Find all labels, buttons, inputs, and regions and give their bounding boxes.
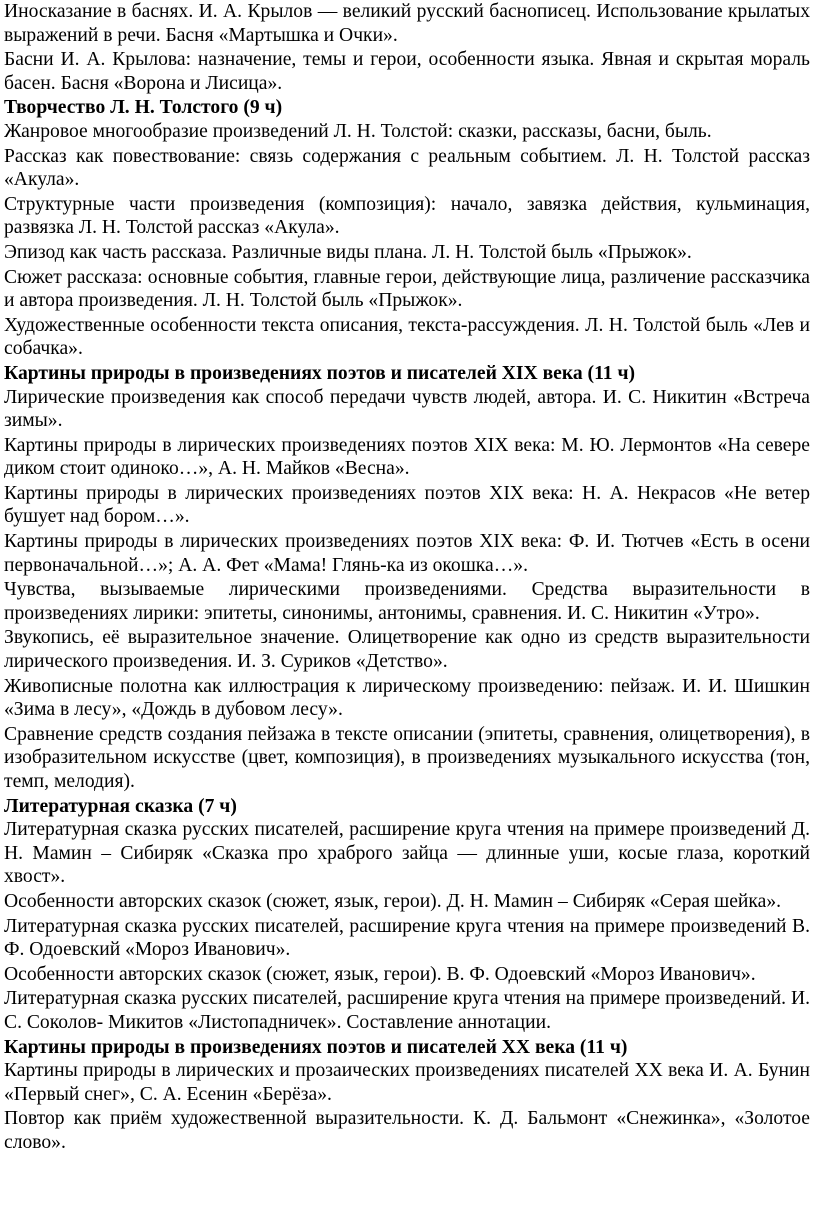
paragraph: Повтор как приём художественной выразительности. К. Д. Бальмонт «Снежинка», «Золотое слово». (4, 1108, 810, 1153)
section-heading: Картины природы в произведениях поэтов и писателей XX века (11 ч) (4, 1036, 628, 1058)
paragraph: Сравнение средств создания пейзажа в тексте описании (эпитеты, сравнения, олицетворения), в изобразительном искусстве (цвет, композиция), в произведениях музыкального искусства (тон, темп, мелодия). (4, 723, 810, 792)
section-heading: Картины природы в произведениях поэтов и писателей XIX века (11 ч) (4, 362, 636, 384)
paragraph: Картины природы в лирических и прозаических произведениях писателей XX века И. А. Бунин «Первый снег», С. А. Есенин «Берёза». (4, 1060, 810, 1105)
paragraph: Живописные полотна как иллюстрация к лирическому произведению: пейзаж. И. И. Шишкин «Зима в лесу», «Дождь в дубовом лесу». (4, 675, 810, 721)
paragraph: Картины природы в лирических произведениях поэтов XIX века: М. Ю. Лермонтов «На севере диком стоит одиноко…», А. Н. Майков «Весна». (4, 434, 810, 480)
paragraph: Литературная сказка русских писателей, расширение круга чтения на примере произведений Д. Н. Мамин – Сибиряк «Сказка про храброго зайца — длинные уши, косые глаза, короткий хвост». (4, 819, 810, 888)
paragraph: Картины природы в лирических произведениях поэтов XIX века: Н. А. Некрасов «Не ветер бушует над бором…». (4, 482, 810, 528)
paragraph: Сюжет рассказа: основные события, главные герои, действующие лица, различение рассказчика и автора произведения. Л. Н. Толстой быль «Прыжок». (4, 266, 810, 312)
section-heading: Творчество Л. Н. Толстого (9 ч) (4, 97, 283, 119)
paragraph: Эпизод как часть рассказа. Различные виды плана. Л. Н. Толстой быль «Прыжок». (4, 241, 692, 263)
paragraph: Иносказание в баснях. И. А. Крылов — великий русский баснописец. Использование крылатых выражений в речи. Басня «Мартышка и Очки». (4, 1, 810, 46)
paragraph: Рассказ как повествование: связь содержания с реальным событием. Л. Н. Толстой рассказ «Акула». (4, 145, 810, 191)
paragraph: Жанровое многообразие произведений Л. Н. Толстой: сказки, рассказы, басни, быль. (4, 120, 712, 142)
paragraph: Структурные части произведения (композиция): начало, завязка действия, кульминация, развязка Л. Н. Толстой рассказ «Акула». (4, 193, 810, 239)
section-heading: Литературная сказка (7 ч) (4, 795, 237, 817)
paragraph: Звукопись, её выразительное значение. Олицетворение как одно из средств выразительности лирического произведения. И. З. Суриков «Детство». (4, 627, 810, 673)
paragraph: Художественные особенности текста описания, текста-рассуждения. Л. Н. Толстой быль «Лев и собачка». (4, 314, 810, 360)
paragraph: Особенности авторских сказок (сюжет, язык, герои). Д. Н. Мамин – Сибиряк «Серая шейка». (4, 890, 782, 912)
paragraph: Литературная сказка русских писателей, расширение круга чтения на примере произведений В. Ф. Одоевский «Мороз Иванович». (4, 915, 810, 961)
paragraph: Басни И. А. Крылова: назначение, темы и герои, особенности языка. Явная и скрытая мораль басен. Басня «Ворона и Лисица». (4, 49, 810, 94)
paragraph: Картины природы в лирических произведениях поэтов XIX века: Ф. И. Тютчев «Есть в осени первоначальной…»; А. А. Фет «Мама! Глянь-ка из окошка…». (4, 531, 810, 576)
paragraph: Лирические произведения как способ передачи чувств людей, автора. И. С. Никитин «Встреча зимы». (4, 386, 810, 432)
paragraph: Особенности авторских сказок (сюжет, язык, герои). В. Ф. Одоевский «Мороз Иванович». (4, 963, 756, 985)
paragraph: Чувства, вызываемые лирическими произведениями. Средства выразительности в произведениях лирики: эпитеты, синонимы, антонимы, сравнения. И. С. Никитин «Утро». (4, 579, 810, 624)
paragraph: Литературная сказка русских писателей, расширение круга чтения на примере произведений. И. С. Соколов- Микитов «Листопадничек». Составление аннотации. (4, 988, 810, 1033)
